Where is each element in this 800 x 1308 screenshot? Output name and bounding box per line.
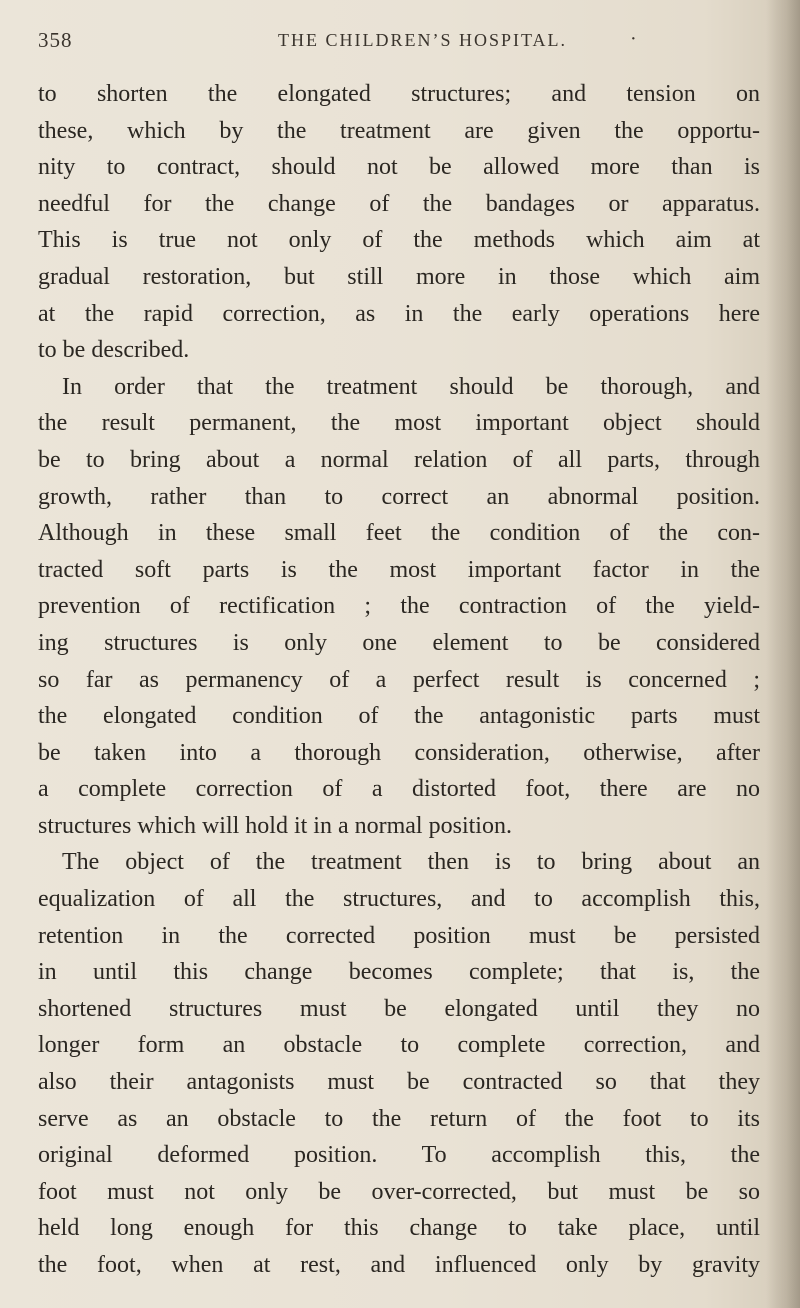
paragraph-start-line: The object of the treatment then is to bring about an [62, 849, 760, 876]
text-line: these, which by the treatment are given the opportu- [38, 117, 760, 144]
text-line: This is true not only of the methods which aim at [38, 227, 760, 254]
text-line: foot must not only be over-corrected, but must be so [38, 1178, 760, 1205]
text-line: at the rapid correction, as in the early operations here [38, 300, 760, 327]
text-line: so far as permanency of a perfect result is concerned ; [38, 666, 760, 693]
body-text [38, 76, 760, 1284]
text-line: ing structures is only one element to be considered [38, 629, 760, 656]
text-line: to be described. [38, 337, 190, 364]
text-line: original deformed position. To accomplish this, the [38, 1142, 760, 1169]
paragraph-start-line: In order that the treatment should be thorough, and [62, 373, 760, 400]
text-line: be taken into a thorough consideration, otherwise, after [38, 739, 760, 766]
text-line: also their antagonists must be contracted so that they [38, 1069, 760, 1096]
text-line: growth, rather than to correct an abnormal position. [38, 483, 760, 510]
text-line: in until this change becomes complete; that is, the [38, 959, 760, 986]
text-line: prevention of rectification ; the contraction of the yield- [38, 593, 760, 620]
running-head: THE CHILDREN’S HOSPITAL. [278, 30, 568, 50]
text-line: retention in the corrected position must be persisted [38, 922, 760, 949]
text-line: tracted soft parts is the most important factor in the [38, 556, 760, 583]
page-number: 358 [38, 28, 73, 52]
text-line: serve as an obstacle to the return of the foot to its [38, 1105, 760, 1132]
text-line: to shorten the elongated structures; and tension on [38, 81, 760, 107]
text-line: nity to contract, should not be allowed more than is [38, 154, 760, 181]
text-line: the foot, when at rest, and influenced only by gravity [38, 1252, 760, 1278]
text-line: gradual restoration, but still more in those which aim [38, 263, 760, 290]
text-line: held long enough for this change to take place, until [38, 1215, 760, 1242]
text-line: the result permanent, the most important object should [38, 410, 760, 437]
text-line: Although in these small feet the condition of the con- [38, 520, 760, 547]
text-line: shortened structures must be elongated until they no [38, 995, 760, 1022]
text-line: a complete correction of a distorted foot, there are no [38, 776, 760, 803]
text-line: needful for the change of the bandages or apparatus. [38, 190, 760, 217]
text-line: longer form an obstacle to complete correction, and [38, 1032, 760, 1059]
page-edge-shadow [766, 0, 800, 1308]
text-line: the elongated condition of the antagonistic parts must [38, 703, 760, 730]
header-mark: · [630, 28, 637, 50]
text-line: structures which will hold it in a normal position. [38, 812, 512, 839]
text-line: equalization of all the structures, and to accomplish this, [38, 886, 760, 913]
text-line: be to bring about a normal relation of all parts, through [38, 446, 760, 473]
page-header [38, 28, 758, 60]
